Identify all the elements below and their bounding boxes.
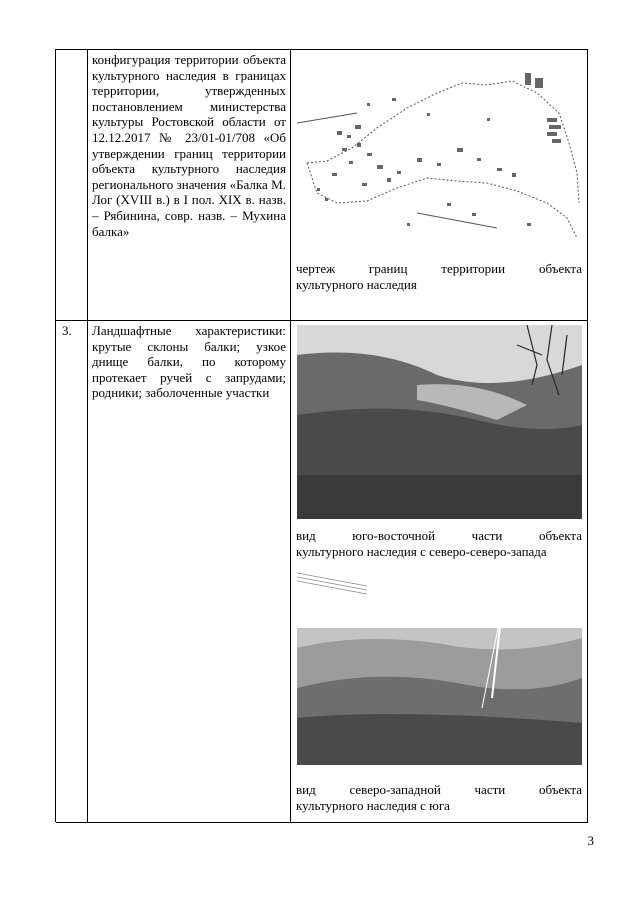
page-number: 3 (587, 833, 594, 848)
photo-southeast (297, 325, 582, 519)
photo-southeast-caption (296, 528, 582, 559)
heritage-table (55, 49, 588, 822)
photo-northwest-caption (296, 782, 582, 813)
map-caption-line2: культурного наследия (296, 276, 417, 292)
row3-description: Ландшафтные характеристики: крутые склоны балки; узкое днище балки, по которому протекает ручей с запрудами; родники; заболоченные участки (92, 323, 286, 401)
row1-number-cell (56, 50, 88, 321)
photo-northwest (297, 568, 582, 765)
photo-southeast-caption-line1: вид юго-восточной части объекта (296, 528, 582, 543)
map-caption-line1: чертеж границ территории объекта (296, 261, 582, 276)
row3-photos-cell (291, 321, 588, 823)
row1-map-cell (291, 50, 588, 321)
boundary-map (297, 53, 582, 253)
row1-number (56, 50, 87, 52)
row1-description: конфигурация территории объекта культурного наследия в границах территории, утвержденных постановлением министерства культуры Ростовской области от 12.12.2017 № 23/01-01/708 «Об утверждении границ территории объекта культурного наследия регионального значения «Балка М. Лог (XVIII в.) в I пол. XIX в. назв. – Рябинина, совр. назв. – Мухина балка» (92, 52, 286, 239)
photo-northwest-caption-line1: вид северо-западной части объекта (296, 782, 582, 797)
map-caption (296, 261, 582, 292)
row1-description-cell (88, 50, 291, 321)
photo-northwest-caption-line2: культурного наследия с юга (296, 797, 450, 813)
photo-southeast-caption-line2: культурного наследия с северо-северо-запада (296, 543, 547, 559)
row3-number: 3. (62, 323, 72, 338)
row3-number-cell (56, 321, 88, 823)
row3-description-cell (88, 321, 291, 823)
